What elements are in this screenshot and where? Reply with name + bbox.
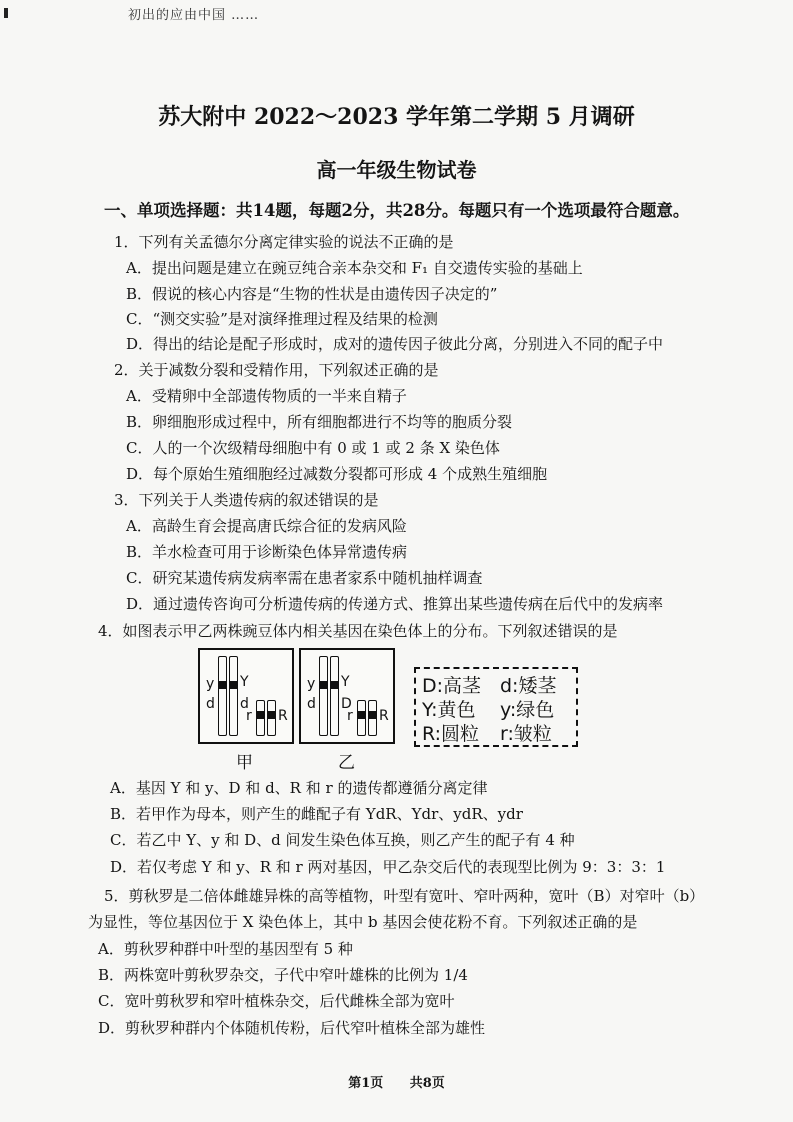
gene-band	[331, 681, 338, 689]
chromosome	[319, 656, 328, 736]
question-5-option-b: B．两株宽叶剪秋罗杂交，子代中窄叶雄株的比例为 1/4	[98, 966, 468, 984]
question-2-option-a: A．受精卵中全部遗传物质的一半来自精子	[126, 387, 407, 405]
gene-label-D: D	[341, 696, 352, 712]
legend-dominant-height: D:高茎	[422, 675, 482, 697]
gene-band	[219, 681, 226, 689]
gene-label-d: d	[307, 696, 316, 712]
gene-label-Y: Y	[240, 674, 249, 690]
figure-jia-box	[198, 648, 294, 744]
question-5-option-a: A．剪秋罗种群中叶型的基因型有 5 种	[98, 940, 353, 958]
gene-band	[358, 711, 365, 719]
question-3-stem: 3．下列关于人类遗传病的叙述错误的是	[114, 491, 379, 509]
question-5-stem-continued: 为显性，等位基因位于 X 染色体上，其中 b 基因会使花粉不育。下列叙述正确的是	[88, 913, 638, 931]
gene-label-y: y	[307, 676, 316, 692]
question-5-option-d: D．剪秋罗种群内个体随机传粉，后代窄叶植株全部为雄性	[98, 1019, 486, 1037]
question-3-option-d: D．通过遗传咨询可分析遗传病的传递方式、推算出某些遗传病在后代中的发病率	[126, 595, 664, 613]
header-strip: 初出的应由中国 ……	[128, 8, 260, 23]
gene-label-y: y	[206, 676, 215, 692]
page-number: 第1页	[348, 1076, 384, 1091]
gene-label-r: r	[347, 708, 353, 724]
question-3-option-a: A．高龄生育会提高唐氏综合征的发病风险	[126, 517, 407, 535]
question-1-option-d: D．得出的结论是配子形成时，成对的遗传因子彼此分离，分别进入不同的配子中	[126, 335, 664, 353]
question-2-option-b: B．卵细胞形成过程中，所有细胞都进行不均等的胞质分裂	[126, 413, 513, 431]
question-4-option-d: D．若仅考虑 Y 和 y、R 和 r 两对基因，甲乙杂交后代的表现型比例为 9：3：3：1	[110, 858, 666, 876]
question-5-stem: 5．剪秋罗是二倍体雌雄异株的高等植物，叶型有宽叶、窄叶两种，宽叶（B）对窄叶（b）	[104, 887, 705, 905]
question-4-option-c: C．若乙中 Y、y 和 D、d 间发生染色体互换，则乙产生的配子有 4 种	[110, 831, 575, 849]
chromosome	[218, 656, 227, 736]
question-2-option-c: C．人的一个次级精母细胞中有 0 或 1 或 2 条 X 染色体	[126, 439, 500, 457]
legend-recessive-shape: r:皱粒	[500, 723, 552, 745]
gene-band	[320, 681, 327, 689]
figure-yi-box	[299, 648, 395, 744]
question-1-stem: 1．下列有关孟德尔分离定律实验的说法不正确的是	[114, 233, 454, 251]
gene-band	[369, 711, 376, 719]
gene-label-Y: Y	[341, 674, 350, 690]
gene-band	[230, 681, 237, 689]
chromosome	[368, 700, 377, 736]
gene-band	[268, 711, 275, 719]
question-2-stem: 2．关于减数分裂和受精作用，下列叙述正确的是	[114, 361, 439, 379]
figure-legend	[414, 667, 578, 747]
chromosome	[256, 700, 265, 736]
chromosome	[267, 700, 276, 736]
question-4-option-a: A．基因 Y 和 y、D 和 d、R 和 r 的遗传都遵循分离定律	[110, 779, 488, 797]
chromosome	[330, 656, 339, 736]
question-1-option-a: A．提出问题是建立在豌豆纯合亲本杂交和 F₁ 自交遗传实验的基础上	[126, 259, 583, 277]
gene-label-R: R	[379, 708, 389, 724]
legend-recessive-color: y:绿色	[500, 699, 555, 721]
question-4-option-b: B．若甲作为母本，则产生的雌配子有 YdR、Ydr、ydR、ydr	[110, 805, 523, 823]
question-4-stem: 4．如图表示甲乙两株豌豆体内相关基因在染色体上的分布。下列叙述错误的是	[98, 622, 618, 640]
exam-title: 苏大附中 2022～2023 学年第二学期 5 月调研	[158, 104, 635, 130]
legend-dominant-shape: R:圆粒	[422, 723, 480, 745]
question-1-option-b: B．假说的核心内容是“生物的性状是由遗传因子决定的”	[126, 285, 498, 303]
question-3-option-c: C．研究某遗传病发病率需在患者家系中随机抽样调查	[126, 569, 483, 587]
scan-mark	[4, 8, 8, 18]
legend-dominant-color: Y:黄色	[422, 699, 476, 721]
question-5-option-c: C．宽叶剪秋罗和窄叶植株杂交，后代雌株全部为宽叶	[98, 992, 455, 1010]
gene-label-d: d	[206, 696, 215, 712]
page-total: 共8页	[409, 1076, 445, 1091]
question-2-option-d: D．每个原始生殖细胞经过减数分裂都可形成 4 个成熟生殖细胞	[126, 465, 548, 483]
gene-label-r: r	[246, 708, 252, 724]
question-1-option-c: C．“测交实验”是对演绎推理过程及结果的检测	[126, 310, 438, 328]
question-3-option-b: B．羊水检查可用于诊断染色体异常遗传病	[126, 543, 408, 561]
gene-label-R: R	[278, 708, 288, 724]
chromosome	[229, 656, 238, 736]
section-heading: 一、单项选择题：共14题，每题2分，共28分。每题只有一个选项最符合题意。	[104, 201, 690, 220]
gene-label-d: d	[240, 696, 249, 712]
exam-subtitle: 高一年级生物试卷	[316, 158, 477, 182]
gene-band	[257, 711, 264, 719]
legend-recessive-height: d:矮茎	[500, 675, 557, 697]
chromosome	[357, 700, 366, 736]
page-footer	[0, 1072, 793, 1091]
figure-caption-jia: 甲	[236, 753, 253, 773]
figure-caption-yi: 乙	[338, 753, 355, 773]
